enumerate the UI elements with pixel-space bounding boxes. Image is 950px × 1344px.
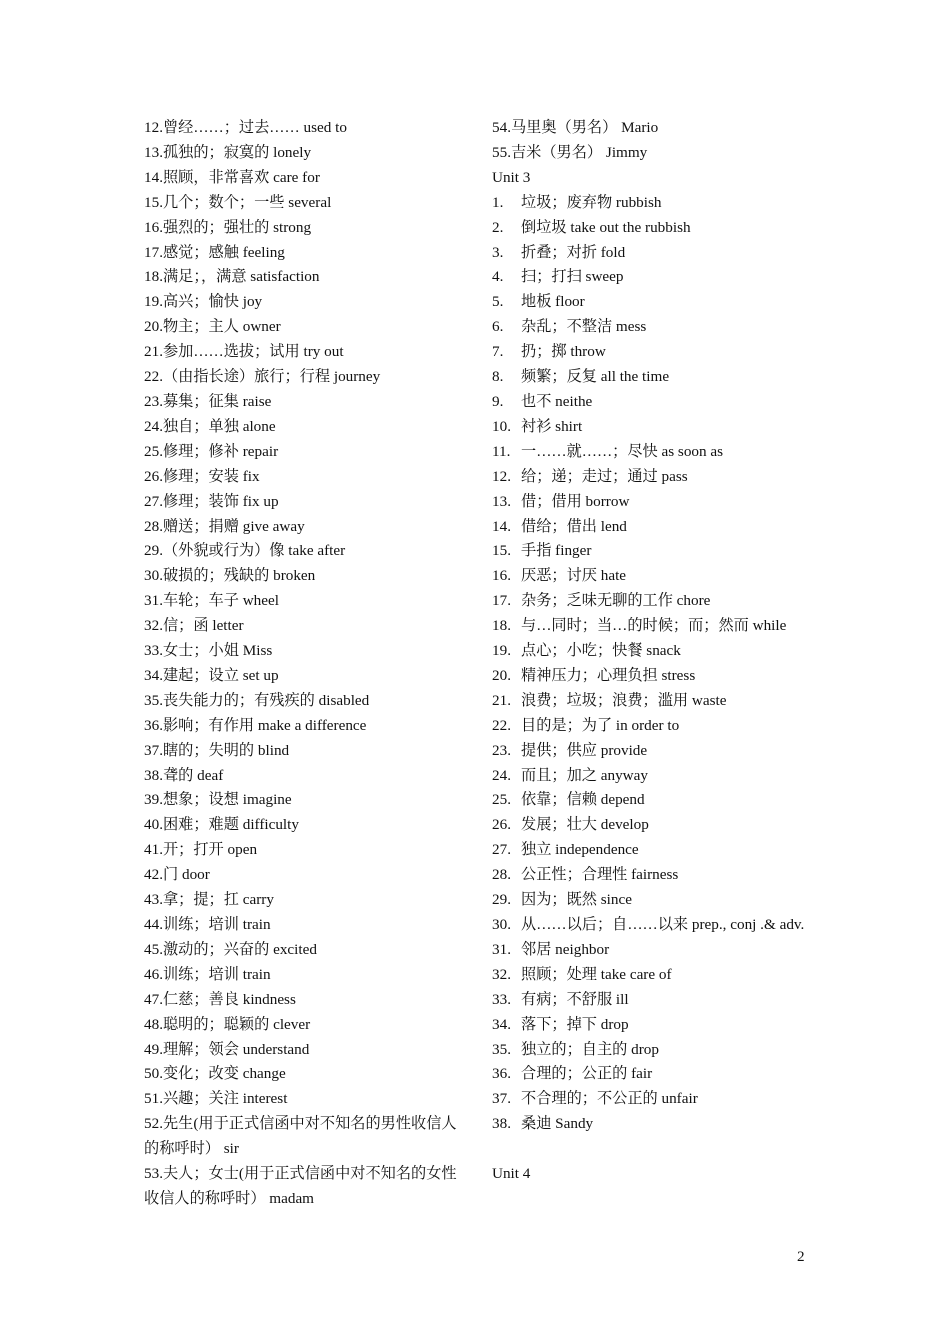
vocab-entry: 41.开；打开 open xyxy=(144,841,258,859)
vocab-entry xyxy=(492,863,812,888)
entry-text: 频繁；反复 all the time xyxy=(521,368,670,386)
entry-number: 10. xyxy=(492,417,511,435)
entry-text: 不合理的；不公正的 unfair xyxy=(521,1090,698,1108)
vocab-entry: 45.激动的；兴奋的 excited xyxy=(144,940,317,958)
entry-number: 37. xyxy=(492,1090,511,1108)
entry-text: 扔；掷 throw xyxy=(521,343,606,361)
entry-number: 14. xyxy=(492,517,511,535)
vocab-entry: 50.变化；改变 change xyxy=(144,1065,286,1083)
entry-number: 28. xyxy=(492,866,511,884)
entry-number: 8. xyxy=(492,368,504,386)
vocab-entry: 18.满足；，满意 satisfaction xyxy=(144,268,320,286)
vocab-entry: 24.独自；单独 alone xyxy=(144,417,276,435)
vocab-entry: 13.孤独的；寂寞的 lonely xyxy=(144,143,312,161)
vocab-entry: 28.赠送；捐赠 give away xyxy=(144,517,305,535)
entry-number: 30. xyxy=(492,916,511,933)
vocab-entry: 46.训练；培训 train xyxy=(144,965,271,983)
vocab-entry: 38.聋的 deaf xyxy=(144,766,224,784)
entry-number: 26. xyxy=(492,816,511,834)
unit4-heading: Unit 4 xyxy=(492,1165,531,1183)
vocab-entry xyxy=(492,465,812,490)
vocab-entry: 48.聪明的；聪颖的 clever xyxy=(144,1015,311,1033)
vocab-entry xyxy=(492,813,812,838)
entry-number: 13. xyxy=(492,492,511,510)
vocab-entry: 20.物主；主人 owner xyxy=(144,318,281,336)
entry-number: 7. xyxy=(492,343,504,361)
vocab-entry: 35.丧失能力的；有残疾的 disabled xyxy=(144,691,370,709)
entry-text: 独立 independence xyxy=(521,841,639,859)
entry-text: 合理的；公正的 fair xyxy=(521,1065,653,1083)
entry-number: 5. xyxy=(492,293,504,311)
entry-text: 借给；借出 lend xyxy=(521,517,627,535)
vocab-entry: 29.（外貌或行为）像 take after xyxy=(144,542,346,560)
vocab-entry: 27.修理；装饰 fix up xyxy=(144,492,279,510)
entry-text: 邻居 neighbor xyxy=(521,940,610,958)
entry-number: 32. xyxy=(492,965,511,983)
entry-text: 照顾；处理 take care of xyxy=(521,965,672,983)
vocab-entry xyxy=(492,714,812,739)
entry-text: 点心；小吃；快餐 snack xyxy=(521,642,681,660)
vocab-entry xyxy=(492,265,812,290)
entry-number: 11. xyxy=(492,442,511,460)
entry-number: 2. xyxy=(492,218,504,236)
entry-text: 一……就……；尽快 as soon as xyxy=(521,442,724,460)
vocab-entry: 47.仁慈；善良 kindness xyxy=(144,990,296,1008)
spacer xyxy=(492,1137,812,1162)
vocab-entry: 17.感觉；感触 feeling xyxy=(144,243,285,261)
vocab-entry xyxy=(492,539,812,564)
vocab-entry: 22.（由指长途）旅行；行程 journey xyxy=(144,368,381,386)
entry-number: 36. xyxy=(492,1065,511,1083)
vocab-entry xyxy=(492,315,812,340)
entry-text: 从……以后；自……以来 prep., conj .& adv. xyxy=(521,916,805,933)
vocab-entry: 19.高兴；愉快 joy xyxy=(144,293,263,311)
vocab-entry: 36.影响；有作用 make a difference xyxy=(144,716,367,734)
vocab-entry xyxy=(492,764,812,789)
entry-number: 27. xyxy=(492,841,511,859)
entry-number: 22. xyxy=(492,716,511,734)
vocab-entry xyxy=(492,440,812,465)
entry-number: 9. xyxy=(492,392,504,410)
entry-text: 手指 finger xyxy=(521,542,592,560)
entry-text: 给；递；走过；通过 pass xyxy=(521,467,688,485)
entry-number: 34. xyxy=(492,1015,511,1033)
vocab-entry: 15.几个；数个；一些 several xyxy=(144,193,332,211)
entry-text: 倒垃圾 take out the rubbish xyxy=(521,218,691,236)
entry-text: 因为；既然 since xyxy=(521,891,632,909)
vocab-entry: 54.马里奥（男名） Mario xyxy=(492,119,659,136)
entry-number: 21. xyxy=(492,691,511,709)
vocab-entry: 40.困难；难题 difficulty xyxy=(144,816,299,834)
entry-text: 提供；供应 provide xyxy=(521,741,648,759)
entry-text: 独立的；自主的 drop xyxy=(521,1040,659,1058)
vocab-entry xyxy=(492,365,812,390)
entry-text: 桑迪 Sandy xyxy=(521,1115,594,1133)
vocab-entry: 44.训练；培训 train xyxy=(144,916,271,933)
vocab-entry xyxy=(492,888,812,913)
vocab-entry xyxy=(492,1038,812,1063)
entry-text: 目的是；为了 in order to xyxy=(521,716,680,734)
vocab-entry: 55.吉米（男名） Jimmy xyxy=(492,143,648,161)
vocab-entry xyxy=(492,415,812,440)
vocab-entry: 23.募集；征集 raise xyxy=(144,392,272,410)
entry-text: 垃圾；废弃物 rubbish xyxy=(521,193,662,211)
vocab-entry xyxy=(492,988,812,1013)
vocab-entry xyxy=(492,963,812,988)
entry-number: 4. xyxy=(492,268,504,286)
entry-number: 38. xyxy=(492,1115,511,1133)
vocab-entry xyxy=(492,1112,812,1137)
entry-number: 18. xyxy=(492,617,511,635)
vocab-entry: 51.兴趣；关注 interest xyxy=(144,1090,288,1108)
entry-text: 借；借用 borrow xyxy=(521,492,630,510)
entry-number: 23. xyxy=(492,741,511,759)
vocab-entry: 49.理解；领会 understand xyxy=(144,1040,310,1058)
entry-text: 落下；掉下 drop xyxy=(521,1015,629,1033)
vocab-entry xyxy=(492,614,812,639)
entry-text: 厌恶；讨厌 hate xyxy=(521,567,627,585)
vocab-entry: 43.拿；提；扛 carry xyxy=(144,891,274,909)
vocab-entry xyxy=(492,216,812,241)
vocab-entry xyxy=(492,639,812,664)
entry-number: 15. xyxy=(492,542,511,560)
entry-text: 而且；加之 anyway xyxy=(521,766,648,784)
vocab-entry: 21.参加……选拔；试用 try out xyxy=(144,343,344,361)
entry-number: 1. xyxy=(492,193,504,211)
page-number: 2 xyxy=(797,1248,805,1265)
entry-text: 折叠；对折 fold xyxy=(521,243,626,261)
vocab-entry xyxy=(492,1013,812,1038)
vocab-entry xyxy=(492,938,812,963)
vocab-entry: 12.曾经……；过去…… used to xyxy=(144,119,347,136)
entry-text: 杂乱；不整洁 mess xyxy=(521,318,647,336)
vocab-entry: 26.修理；安装 fix xyxy=(144,467,260,485)
entry-number: 25. xyxy=(492,791,511,809)
entry-text: 公正性；合理性 fairness xyxy=(521,866,679,884)
entry-text: 发展；壮大 develop xyxy=(521,816,649,834)
vocab-entry: 39.想象；设想 imagine xyxy=(144,791,292,809)
vocab-entry: 16.强烈的；强壮的 strong xyxy=(144,218,312,236)
entry-text: 与…同时；当…的时候；而；然而 while xyxy=(521,617,787,635)
entry-text: 扫；打扫 sweep xyxy=(521,268,624,286)
entry-number: 33. xyxy=(492,990,511,1008)
entry-text: 依靠；信赖 depend xyxy=(521,791,645,809)
unit3-list xyxy=(492,191,812,1137)
vocab-entry xyxy=(492,1087,812,1112)
vocab-entry xyxy=(492,515,812,540)
vocab-entry xyxy=(492,290,812,315)
unit3-heading: Unit 3 xyxy=(492,168,531,186)
vocab-entry xyxy=(492,340,812,365)
vocab-entry xyxy=(492,689,812,714)
entry-number: 12. xyxy=(492,467,511,485)
entry-text: 精神压力；心理负担 stress xyxy=(521,666,696,684)
vocab-entry xyxy=(492,1062,812,1087)
vocab-entry xyxy=(492,390,812,415)
vocab-entry xyxy=(492,191,812,216)
entry-text: 杂务；乏味无聊的工作 chore xyxy=(521,592,711,610)
vocab-column-right xyxy=(492,116,812,1187)
vocab-entry: 37.瞎的；失明的 blind xyxy=(144,741,290,759)
entry-number: 17. xyxy=(492,592,511,610)
entry-text: 也不 neithe xyxy=(521,392,593,410)
vocab-entry: 34.建起；设立 set up xyxy=(144,666,279,684)
vocab-column-left xyxy=(144,116,470,1212)
vocab-entry: 32.信；函 letter xyxy=(144,617,244,635)
vocab-entry: 31.车轮；车子 wheel xyxy=(144,592,279,610)
entry-number: 6. xyxy=(492,318,504,336)
vocab-entry xyxy=(492,664,812,689)
vocab-entry xyxy=(492,564,812,589)
vocab-entry xyxy=(492,490,812,515)
entry-text: 地板 floor xyxy=(521,293,585,311)
vocab-entry: 53.夫人；女士(用于正式信函中对不知名的女性收信人的称呼时） madam xyxy=(144,1165,457,1207)
entry-number: 24. xyxy=(492,766,511,784)
entry-text: 浪费；垃圾；浪费；滥用 waste xyxy=(521,691,727,709)
entry-number: 20. xyxy=(492,666,511,684)
entry-text: 衬衫 shirt xyxy=(521,417,583,435)
vocab-entry: 33.女士；小姐 Miss xyxy=(144,642,273,660)
vocab-entry xyxy=(492,739,812,764)
entry-text: 有病；不舒服 ill xyxy=(521,990,629,1008)
entry-number: 16. xyxy=(492,567,511,585)
vocab-entry: 30.破损的；残缺的 broken xyxy=(144,567,316,585)
entry-number: 3. xyxy=(492,243,504,261)
entry-number: 29. xyxy=(492,891,511,909)
vocab-entry xyxy=(492,241,812,266)
vocab-entry xyxy=(492,788,812,813)
pre-entries xyxy=(492,116,812,166)
entry-number: 19. xyxy=(492,642,511,660)
entry-number: 35. xyxy=(492,1040,511,1058)
vocab-entry: 25.修理；修补 repair xyxy=(144,442,279,460)
vocab-entry: 52.先生(用于正式信函中对不知名的男性收信人的称呼时） sir xyxy=(144,1115,457,1158)
vocab-entry xyxy=(492,913,812,938)
vocab-entry xyxy=(492,589,812,614)
vocab-entry: 14.照顾，非常喜欢 care for xyxy=(144,168,320,186)
vocab-entry xyxy=(492,838,812,863)
vocab-entry: 42.门 door xyxy=(144,866,210,884)
entry-number: 31. xyxy=(492,940,511,958)
